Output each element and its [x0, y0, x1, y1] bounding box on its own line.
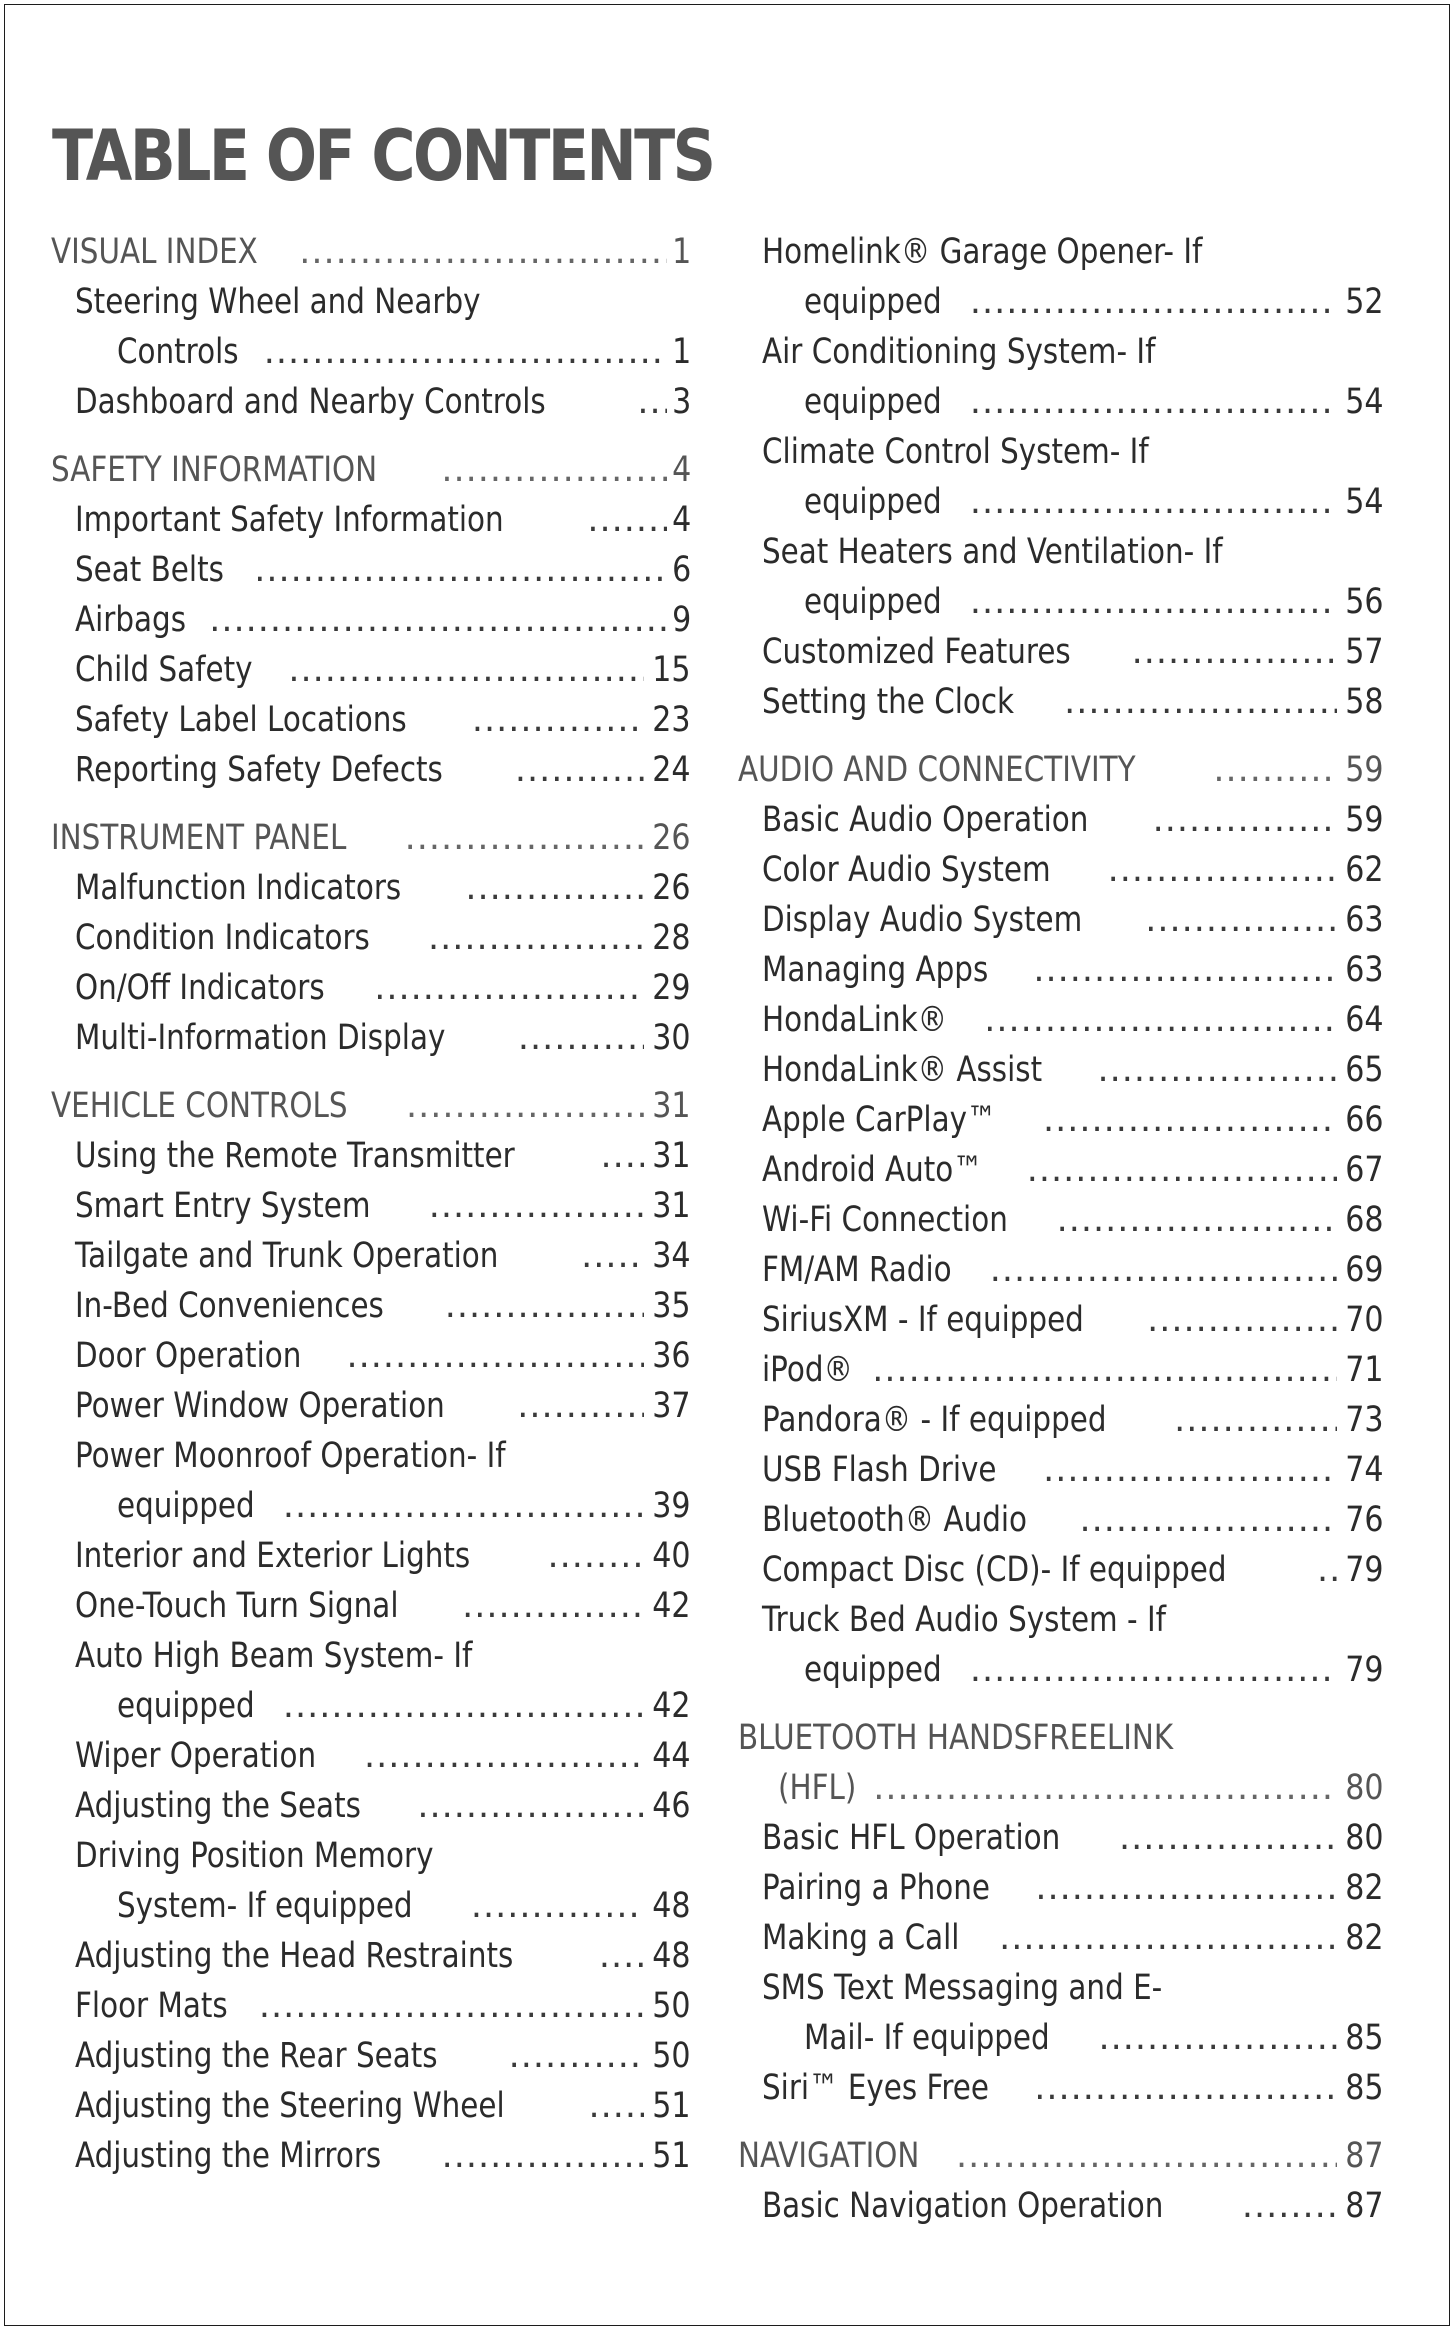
page-number: 50: [652, 1986, 691, 2026]
toc-label: Controls: [117, 332, 239, 372]
toc-left-column: [51, 227, 691, 2199]
toc-label: Apple CarPlay™: [762, 1100, 997, 1140]
page-number: 68: [1345, 1200, 1384, 1240]
toc-label: FM/AM Radio: [762, 1250, 952, 1290]
toc-label: In-Bed Conveniences: [75, 1286, 384, 1326]
page-number: 51: [652, 2086, 691, 2126]
page-number: 31: [652, 1186, 691, 1226]
page-number: 26: [652, 868, 691, 908]
toc-entry[interactable]: [51, 913, 691, 963]
page-number: 64: [1345, 1000, 1384, 1040]
page-number: 4: [671, 500, 691, 540]
toc-entry[interactable]: [738, 1595, 1384, 1645]
page-number: 73: [1345, 1400, 1384, 1440]
toc-entry[interactable]: [738, 1145, 1384, 1195]
toc-entry[interactable]: [51, 377, 691, 427]
dot-leader: [441, 445, 666, 495]
section-heading[interactable]: [51, 227, 691, 277]
dot-leader: [873, 1763, 1337, 1813]
toc-entry[interactable]: [51, 277, 691, 327]
toc-entry[interactable]: [738, 1863, 1384, 1913]
dot-leader: [288, 645, 644, 695]
page-number: 65: [1345, 1050, 1384, 1090]
page-number: 56: [1345, 582, 1384, 622]
page-number: 69: [1345, 1250, 1384, 1290]
toc-label: Setting the Clock: [762, 682, 1015, 722]
toc-label: Adjusting the Steering Wheel: [75, 2086, 505, 2126]
toc-label: Adjusting the Head Restraints: [75, 1936, 514, 1976]
dot-leader: [1027, 1145, 1338, 1195]
dot-leader: [445, 1281, 645, 1331]
section-heading[interactable]: [738, 2131, 1384, 2181]
toc-label: Mail- If equipped: [804, 2018, 1050, 2058]
dot-leader: [428, 913, 644, 963]
dot-leader: [264, 327, 667, 377]
toc-entry[interactable]: [51, 745, 691, 795]
toc-section: [51, 1081, 691, 2181]
dot-leader: [970, 577, 1338, 627]
page-number: 58: [1345, 682, 1384, 722]
section-heading[interactable]: [738, 745, 1384, 795]
dot-leader: [259, 1981, 645, 2031]
page-number: 36: [652, 1336, 691, 1376]
page-number: 76: [1345, 1500, 1384, 1540]
toc-entry[interactable]: [51, 1431, 691, 1481]
page-number: 24: [652, 750, 691, 790]
toc-entry[interactable]: [738, 1095, 1384, 1145]
page-number: 82: [1345, 1918, 1384, 1958]
toc-label: Multi-Information Display: [75, 1018, 446, 1058]
toc-label: Malfunction Indicators: [75, 868, 402, 908]
dot-leader: [1098, 2013, 1337, 2063]
dot-leader: [374, 963, 644, 1013]
page-number: 80: [1345, 1768, 1384, 1808]
toc-entry[interactable]: [51, 1781, 691, 1831]
toc-label: Pairing a Phone: [762, 1868, 990, 1908]
page-number: 1: [671, 232, 691, 272]
toc-label: equipped: [804, 282, 942, 322]
dot-leader: [209, 595, 667, 645]
page-number: 52: [1345, 282, 1384, 322]
toc-label: Truck Bed Audio System - If: [762, 1600, 1167, 1640]
dot-leader: [1145, 895, 1337, 945]
toc-label: Smart Entry System: [75, 1186, 371, 1226]
toc-entry[interactable]: [51, 1931, 691, 1981]
toc-label: Auto High Beam System- If: [75, 1636, 473, 1676]
toc-label: SMS Text Messaging and E-: [762, 1968, 1163, 2008]
toc-label: Wi-Fi Connection: [762, 1200, 1008, 1240]
page-number: 82: [1345, 1868, 1384, 1908]
dot-leader: [1153, 795, 1338, 845]
toc-label: Interior and Exterior Lights: [75, 1536, 471, 1576]
toc-entry[interactable]: [738, 677, 1384, 727]
toc-label: Air Conditioning System- If: [762, 332, 1156, 372]
toc-section: [738, 2131, 1384, 2231]
toc-entry-cont[interactable]: [738, 477, 1384, 527]
toc-entry[interactable]: [738, 945, 1384, 995]
toc-entry[interactable]: [738, 1245, 1384, 1295]
toc-label: equipped: [804, 582, 942, 622]
toc-entry[interactable]: [51, 1181, 691, 1231]
toc-label: System- If equipped: [117, 1886, 413, 1926]
toc-entry-cont[interactable]: [738, 2013, 1384, 2063]
dot-leader: [1080, 1495, 1338, 1545]
dot-leader: [1064, 677, 1337, 727]
page-number: 30: [652, 1018, 691, 1058]
toc-section: [738, 227, 1384, 727]
toc-section: [51, 227, 691, 427]
toc-entry[interactable]: [738, 527, 1384, 577]
page-number: 46: [652, 1786, 691, 1826]
dot-leader: [999, 1913, 1337, 1963]
dot-leader: [970, 277, 1338, 327]
dot-leader: [429, 1181, 645, 1231]
toc-label: AUDIO AND CONNECTIVITY: [738, 750, 1136, 790]
toc-entry[interactable]: [51, 1381, 691, 1431]
toc-entry[interactable]: [738, 627, 1384, 677]
toc-entry-cont[interactable]: [51, 1681, 691, 1731]
toc-entry[interactable]: [738, 2181, 1384, 2231]
dot-leader: [872, 1345, 1337, 1395]
toc-entry[interactable]: [51, 1531, 691, 1581]
toc-section: [738, 745, 1384, 1695]
page-number: 63: [1345, 950, 1384, 990]
toc-label: equipped: [804, 1650, 942, 1690]
toc-label: Floor Mats: [75, 1986, 228, 2026]
page-number: 48: [652, 1936, 691, 1976]
toc-right-column: [738, 227, 1384, 2249]
page-number: 42: [652, 1686, 691, 1726]
toc-label: Homelink® Garage Opener- If: [762, 232, 1203, 272]
toc-label: Power Window Operation: [75, 1386, 445, 1426]
toc-label: Climate Control System- If: [762, 432, 1149, 472]
toc-label: INSTRUMENT PANEL: [51, 818, 347, 858]
toc-label: NAVIGATION: [738, 2136, 920, 2176]
toc-label: Seat Heaters and Ventilation- If: [762, 532, 1223, 572]
page-number: 6: [671, 550, 691, 590]
page-number: 35: [652, 1286, 691, 1326]
dot-leader: [406, 1081, 644, 1131]
toc-label: equipped: [804, 382, 942, 422]
toc-label: Tailgate and Trunk Operation: [75, 1236, 499, 1276]
toc-label: HondaLink® Assist: [762, 1050, 1043, 1090]
dot-leader: [364, 1731, 644, 1781]
toc-entry-cont[interactable]: [738, 377, 1384, 427]
toc-entry[interactable]: [51, 1731, 691, 1781]
dot-leader: [637, 377, 666, 427]
toc-entry[interactable]: [738, 1495, 1384, 1545]
toc-label: Color Audio System: [762, 850, 1051, 890]
page-number: 54: [1345, 482, 1384, 522]
dot-leader: [471, 1881, 645, 1931]
toc-entry[interactable]: [738, 1395, 1384, 1445]
toc-label: SAFETY INFORMATION: [51, 450, 378, 490]
page-number: 66: [1345, 1100, 1384, 1140]
dot-leader: [599, 1931, 645, 1981]
dot-leader: [509, 2031, 645, 2081]
toc-label: (HFL): [778, 1768, 857, 1808]
toc-section: [738, 1713, 1384, 2113]
dot-leader: [417, 1781, 644, 1831]
toc-label: Using the Remote Transmitter: [75, 1136, 515, 1176]
toc-section: [51, 445, 691, 795]
toc-label: On/Off Indicators: [75, 968, 325, 1008]
section-heading[interactable]: [51, 813, 691, 863]
dot-leader: [1057, 1195, 1338, 1245]
toc-entry-cont[interactable]: [738, 277, 1384, 327]
toc-entry[interactable]: [51, 645, 691, 695]
toc-label: Safety Label Locations: [75, 700, 407, 740]
dot-leader: [1043, 1445, 1337, 1495]
toc-label: Door Operation: [75, 1336, 302, 1376]
dot-leader: [254, 545, 666, 595]
toc-label: Condition Indicators: [75, 918, 370, 958]
toc-entry[interactable]: [738, 427, 1384, 477]
toc-label: Reporting Safety Defects: [75, 750, 443, 790]
toc-entry[interactable]: [738, 327, 1384, 377]
toc-entry[interactable]: [51, 1281, 691, 1331]
page-number: 54: [1345, 382, 1384, 422]
section-heading[interactable]: [51, 1081, 691, 1131]
toc-entry[interactable]: [51, 495, 691, 545]
toc-label: Display Audio System: [762, 900, 1083, 940]
toc-label: BLUETOOTH HANDSFREELINK: [738, 1718, 1174, 1758]
dot-leader: [1033, 945, 1337, 995]
page-number: 37: [652, 1386, 691, 1426]
toc-label: iPod®: [762, 1350, 853, 1390]
section-heading[interactable]: [738, 1713, 1384, 1763]
section-heading-cont[interactable]: [738, 1763, 1384, 1813]
toc-entry[interactable]: [51, 2031, 691, 2081]
toc-label: Adjusting the Rear Seats: [75, 2036, 438, 2076]
page-number: 44: [652, 1736, 691, 1776]
toc-entry[interactable]: [738, 1813, 1384, 1863]
toc-label: Important Safety Information: [75, 500, 504, 540]
toc-entry[interactable]: [738, 1545, 1384, 1595]
toc-label: Siri™ Eyes Free: [762, 2068, 989, 2108]
toc-label: One-Touch Turn Signal: [75, 1586, 399, 1626]
dot-leader: [283, 1481, 645, 1531]
dot-leader: [990, 1245, 1338, 1295]
dot-leader: [1034, 2063, 1337, 2113]
toc-label: SiriusXM - If equipped: [762, 1300, 1084, 1340]
page-number: 74: [1345, 1450, 1384, 1490]
toc-entry[interactable]: [51, 695, 691, 745]
dot-leader: [547, 1531, 644, 1581]
toc-entry-cont[interactable]: [738, 577, 1384, 627]
page-number: 80: [1345, 1818, 1384, 1858]
toc-entry[interactable]: [51, 545, 691, 595]
toc-label: Wiper Operation: [75, 1736, 317, 1776]
dot-leader: [1174, 1395, 1337, 1445]
toc-label: Seat Belts: [75, 550, 224, 590]
dot-leader: [588, 2081, 644, 2131]
toc-entry[interactable]: [51, 1981, 691, 2031]
page-number: 59: [1345, 750, 1384, 790]
toc-label: equipped: [804, 482, 942, 522]
toc-entry[interactable]: [51, 1131, 691, 1181]
toc-label: Android Auto™: [762, 1150, 983, 1190]
toc-label: Managing Apps: [762, 950, 989, 990]
page-number: 39: [652, 1486, 691, 1526]
dot-leader: [515, 745, 645, 795]
toc-label: Compact Disc (CD)- If equipped: [762, 1550, 1227, 1590]
toc-label: HondaLink®: [762, 1000, 948, 1040]
toc-entry[interactable]: [738, 995, 1384, 1045]
dot-leader: [442, 2131, 645, 2181]
toc-entry[interactable]: [51, 2131, 691, 2181]
toc-entry[interactable]: [738, 227, 1384, 277]
toc-entry[interactable]: [738, 2063, 1384, 2113]
dot-leader: [581, 1231, 644, 1281]
dot-leader: [970, 477, 1338, 527]
dot-leader: [1119, 1813, 1337, 1863]
toc-entry[interactable]: [51, 2081, 691, 2131]
toc-entry-cont[interactable]: [51, 327, 691, 377]
toc-label: Basic HFL Operation: [762, 1818, 1061, 1858]
page-number: 51: [652, 2136, 691, 2176]
toc-entry[interactable]: [738, 1913, 1384, 1963]
dot-leader: [1147, 1295, 1337, 1345]
dot-leader: [1097, 1045, 1337, 1095]
toc-label: Customized Features: [762, 632, 1071, 672]
toc-label: equipped: [117, 1486, 255, 1526]
page-number: 28: [652, 918, 691, 958]
toc-entry-cont[interactable]: [51, 1481, 691, 1531]
page-number: 57: [1345, 632, 1384, 672]
page-number: 87: [1345, 2186, 1384, 2226]
dot-leader: [299, 227, 667, 277]
page-number: 3: [671, 382, 691, 422]
toc-label: Making a Call: [762, 1918, 960, 1958]
toc-label: Driving Position Memory: [75, 1836, 434, 1876]
page-number: 42: [652, 1586, 691, 1626]
page-number: 50: [652, 2036, 691, 2076]
toc-entry[interactable]: [51, 1331, 691, 1381]
dot-leader: [970, 377, 1338, 427]
toc-entry-cont[interactable]: [51, 1881, 691, 1931]
dot-leader: [1132, 627, 1338, 677]
toc-label: USB Flash Drive: [762, 1450, 997, 1490]
dot-leader: [346, 1331, 644, 1381]
section-heading[interactable]: [51, 445, 691, 495]
toc-label: Dashboard and Nearby Controls: [75, 382, 546, 422]
page-number: 59: [1345, 800, 1384, 840]
toc-label: VISUAL INDEX: [51, 232, 258, 272]
toc-entry[interactable]: [738, 1345, 1384, 1395]
page-number: 31: [652, 1086, 691, 1126]
toc-entry[interactable]: [738, 1295, 1384, 1345]
dot-leader: [1035, 1863, 1337, 1913]
dot-leader: [518, 1013, 645, 1063]
toc-label: VEHICLE CONTROLS: [51, 1086, 348, 1126]
dot-leader: [1043, 1095, 1337, 1145]
page-number: 4: [671, 450, 691, 490]
toc-entry[interactable]: [51, 1231, 691, 1281]
toc-entry[interactable]: [51, 963, 691, 1013]
toc-entry[interactable]: [738, 1445, 1384, 1495]
page-number: 15: [652, 650, 691, 690]
toc-label: Airbags: [75, 600, 187, 640]
dot-leader: [465, 863, 644, 913]
page-number: 23: [652, 700, 691, 740]
toc-entry[interactable]: [51, 1831, 691, 1881]
toc-entry[interactable]: [51, 863, 691, 913]
page-number: 40: [652, 1536, 691, 1576]
page-number: 62: [1345, 850, 1384, 890]
dot-leader: [405, 813, 645, 863]
toc-label: Steering Wheel and Nearby: [75, 282, 481, 322]
toc-label: Bluetooth® Audio: [762, 1500, 1028, 1540]
toc-section: [51, 813, 691, 1063]
toc-entry[interactable]: [738, 1195, 1384, 1245]
dot-leader: [956, 2131, 1338, 2181]
dot-leader: [587, 495, 666, 545]
page-number: 85: [1345, 2068, 1384, 2108]
toc-label: Pandora® - If equipped: [762, 1400, 1107, 1440]
page-number: 48: [652, 1886, 691, 1926]
page-number: 70: [1345, 1300, 1384, 1340]
page-number: 79: [1345, 1550, 1384, 1590]
dot-leader: [1242, 2181, 1338, 2231]
page-number: 85: [1345, 2018, 1384, 2058]
toc-entry[interactable]: [51, 1581, 691, 1631]
toc-entry[interactable]: [738, 795, 1384, 845]
dot-leader: [984, 995, 1337, 1045]
dot-leader: [601, 1131, 645, 1181]
toc-entry[interactable]: [738, 1963, 1384, 2013]
page-number: 31: [652, 1136, 691, 1176]
toc-page: [4, 4, 1450, 2326]
page-number: 34: [652, 1236, 691, 1276]
toc-entry[interactable]: [738, 845, 1384, 895]
page-title: TABLE OF CONTENTS: [52, 115, 714, 197]
page-number: 26: [652, 818, 691, 858]
page-number: 67: [1345, 1150, 1384, 1190]
page-number: 1: [671, 332, 691, 372]
toc-entry[interactable]: [738, 1045, 1384, 1095]
dot-leader: [462, 1581, 644, 1631]
toc-label: Basic Navigation Operation: [762, 2186, 1164, 2226]
dot-leader: [970, 1645, 1338, 1695]
page-number: 63: [1345, 900, 1384, 940]
dot-leader: [1108, 845, 1338, 895]
toc-label: equipped: [117, 1686, 255, 1726]
dot-leader: [1317, 1545, 1337, 1595]
dot-leader: [283, 1681, 645, 1731]
page-number: 29: [652, 968, 691, 1008]
dot-leader: [472, 695, 645, 745]
toc-entry-cont[interactable]: [738, 1645, 1384, 1695]
toc-entry[interactable]: [738, 895, 1384, 945]
page-number: 79: [1345, 1650, 1384, 1690]
page-number: 71: [1345, 1350, 1384, 1390]
toc-entry[interactable]: [51, 595, 691, 645]
toc-label: Basic Audio Operation: [762, 800, 1089, 840]
page-number: 87: [1345, 2136, 1384, 2176]
dot-leader: [517, 1381, 644, 1431]
toc-label: Child Safety: [75, 650, 253, 690]
toc-label: Power Moonroof Operation- If: [75, 1436, 506, 1476]
dot-leader: [1213, 745, 1337, 795]
toc-entry[interactable]: [51, 1013, 691, 1063]
toc-entry[interactable]: [51, 1631, 691, 1681]
toc-label: Adjusting the Seats: [75, 1786, 361, 1826]
toc-label: Adjusting the Mirrors: [75, 2136, 382, 2176]
page-number: 9: [671, 600, 691, 640]
